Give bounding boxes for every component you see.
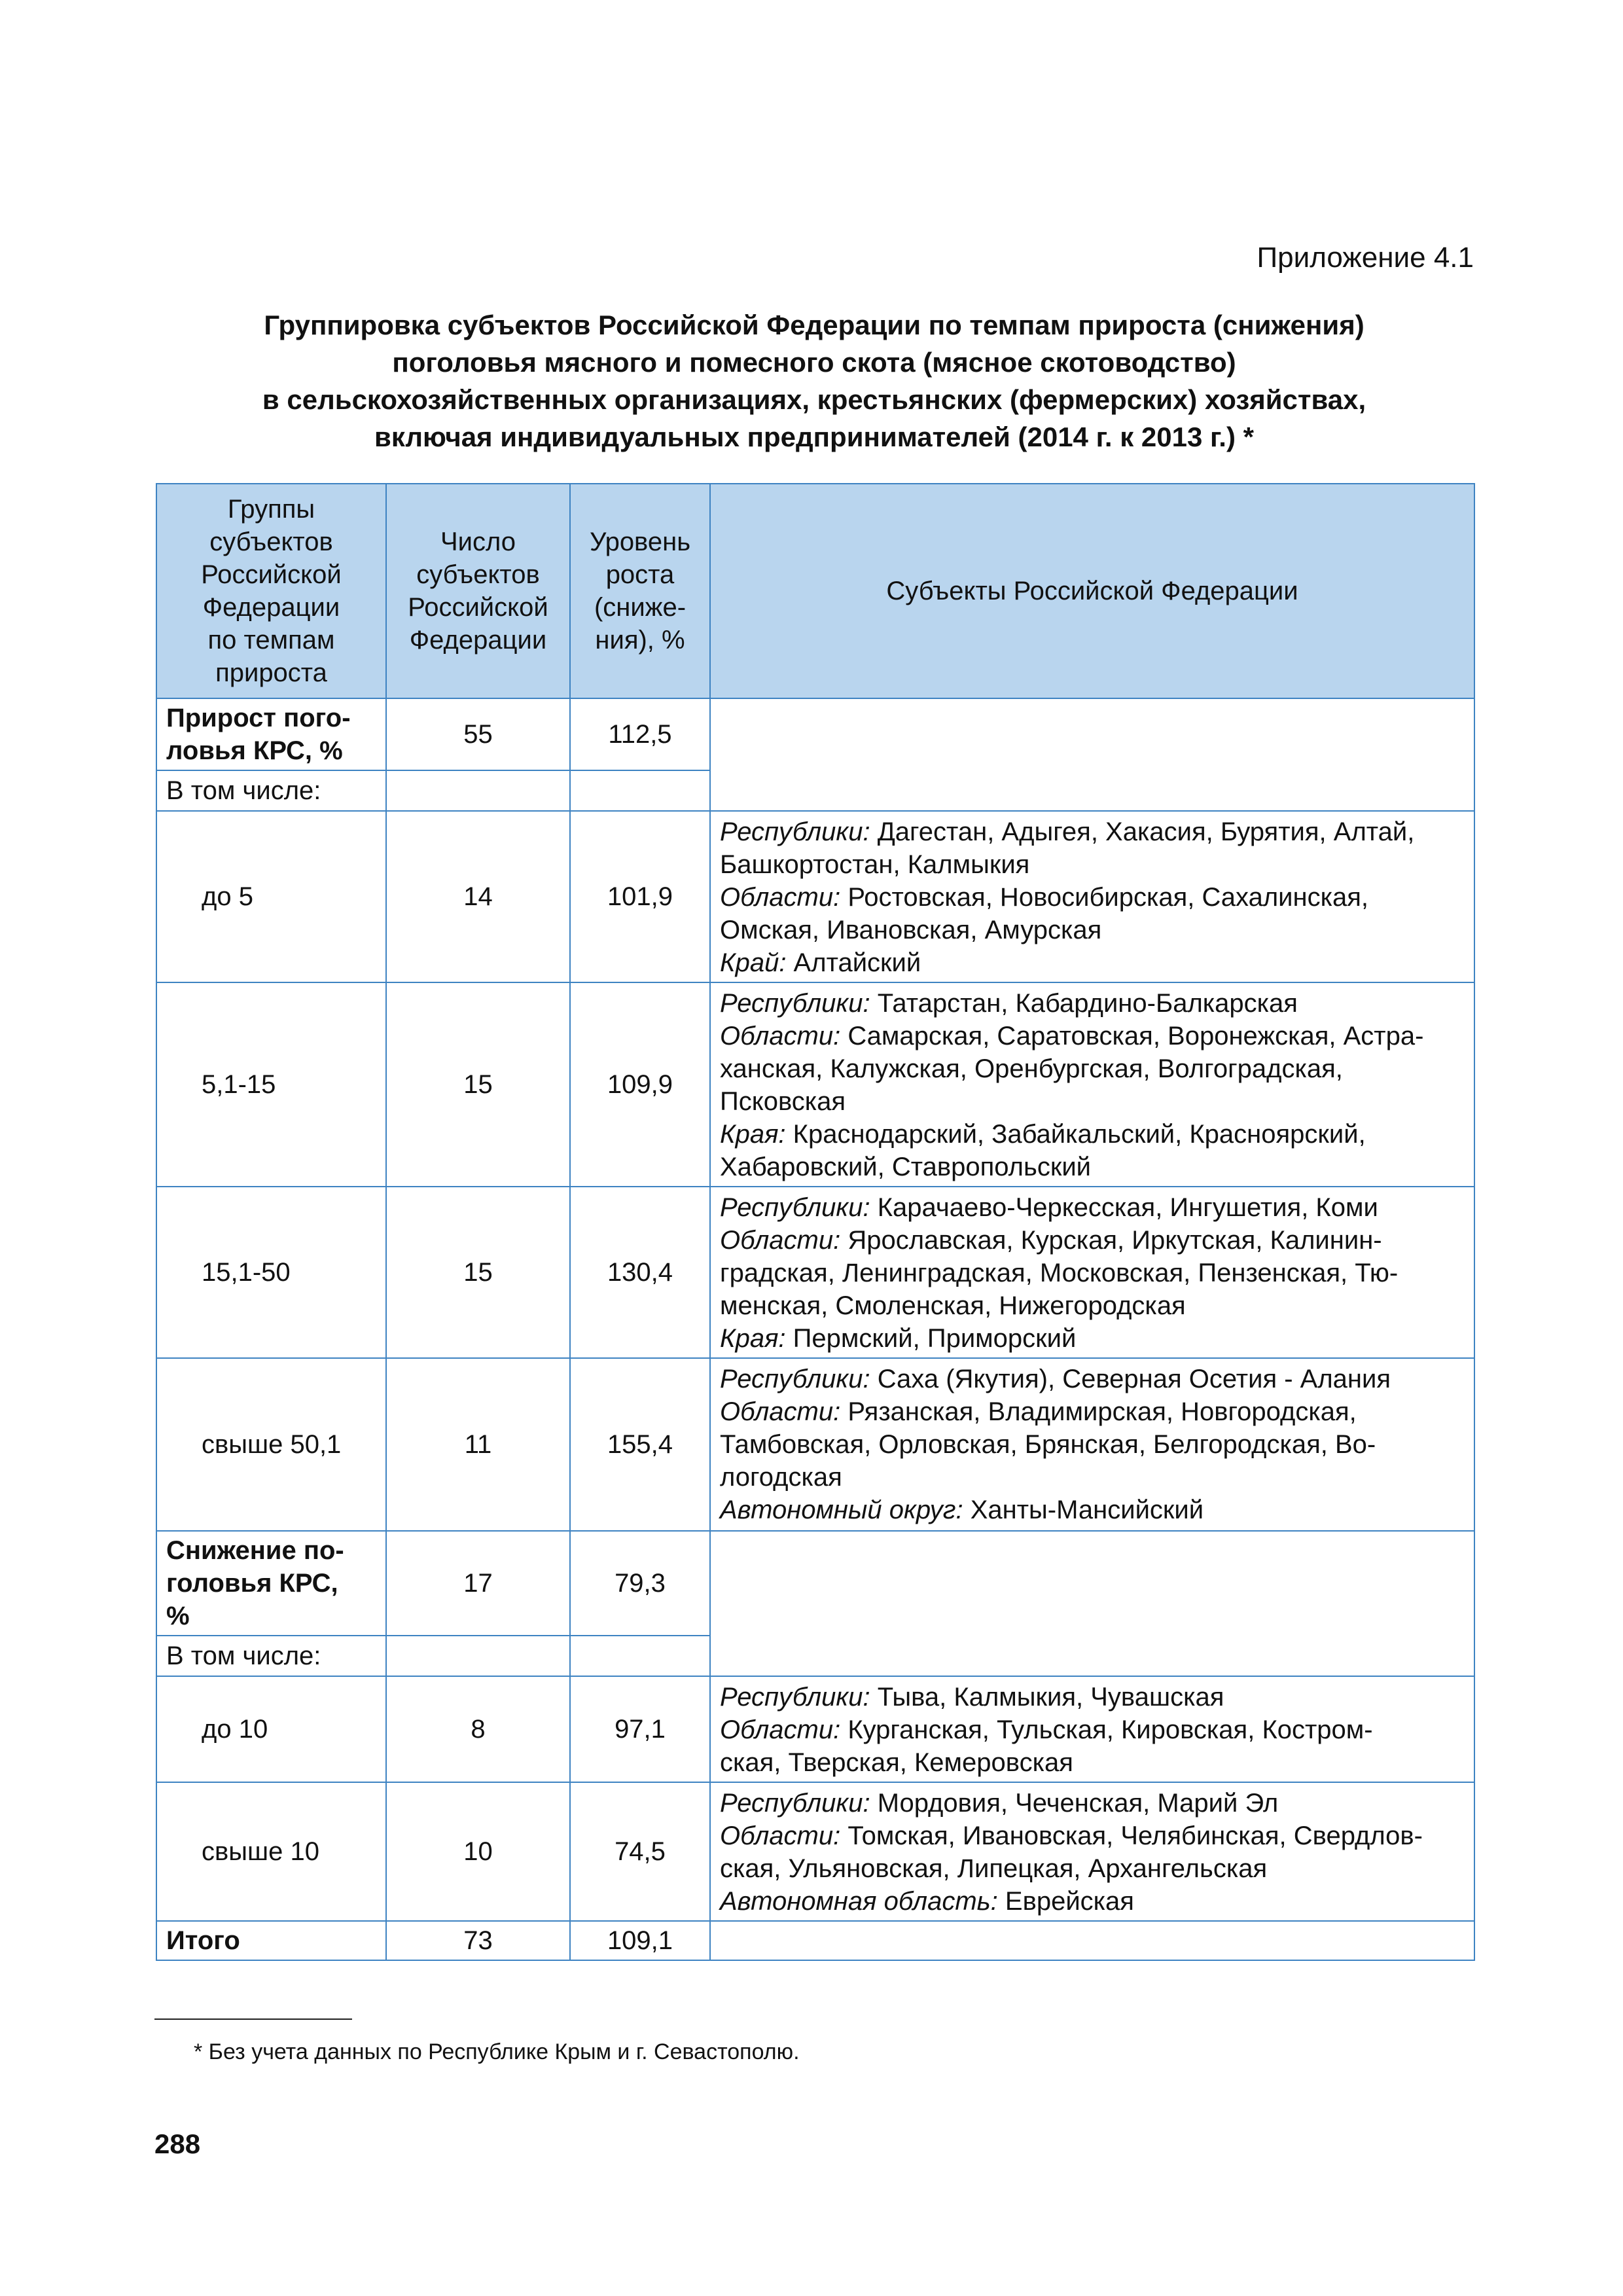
- row-level: 74,5: [570, 1782, 710, 1921]
- row-level: 109,9: [570, 982, 710, 1187]
- row-level: 97,1: [570, 1676, 710, 1782]
- row-count: 73: [386, 1921, 570, 1960]
- row-subjects: Республики: Мордовия, Чеченская, Марий Эл Области: Томская, Ивановская, Челябинская, Свердлов- ская, Ульяновская, Липецкая, Архангельская Автономная область: Еврейская: [710, 1782, 1474, 1921]
- title-line: включая индивидуальных предпринимателей (2014 г. к 2013 г.) *: [374, 422, 1254, 452]
- row-subjects-empty: [710, 1531, 1474, 1676]
- row-level: 130,4: [570, 1187, 710, 1358]
- row-group-label: 15,1-50: [156, 1187, 386, 1358]
- row-group-label: 5,1-15: [156, 982, 386, 1187]
- row-group-label: Снижение по- головья КРС, %: [156, 1531, 386, 1636]
- row-count: 14: [386, 811, 570, 982]
- row-level: [570, 1636, 710, 1676]
- title-line: Группировка субъектов Российской Федерации по темпам прироста (снижения): [264, 310, 1364, 340]
- row-level: 101,9: [570, 811, 710, 982]
- header-groups: Группы субъектов Российской Федерации по темпам прироста: [156, 484, 386, 698]
- row-subjects-empty: [710, 698, 1474, 811]
- row-group-label: свыше 10: [156, 1782, 386, 1921]
- table-row-total: [156, 1921, 1474, 1960]
- row-subjects: Республики: Тыва, Калмыкия, Чувашская Области: Курганская, Тульская, Кировская, Костром- ская, Тверская, Кемеровская: [710, 1676, 1474, 1782]
- table-row: [156, 698, 1474, 770]
- row-count: 11: [386, 1358, 570, 1531]
- row-subjects: Республики: Татарстан, Кабардино-Балкарская Области: Самарская, Саратовская, Воронежская, Астра- ханская, Калужская, Оренбургская, Волгоградская, Псковская Края: Краснодарский, Забайкальский, Красноярский, Хабаровский, Ставропольский: [710, 982, 1474, 1187]
- table-header-row: [156, 484, 1474, 698]
- title-line: поголовья мясного и помесного скота (мясное скотоводство): [392, 347, 1236, 378]
- row-group-label: В том числе:: [156, 770, 386, 811]
- row-count: 10: [386, 1782, 570, 1921]
- row-subjects: Республики: Саха (Якутия), Северная Осетия - Алания Области: Рязанская, Владимирская, Новгородская, Тамбовская, Орловская, Брянская, Белгородская, Во- логодская Автономный округ: Ханты-Мансийский: [710, 1358, 1474, 1531]
- page-number: 288: [154, 2128, 201, 2159]
- title-line: в сельскохозяйственных организациях, крестьянских (фермерских) хозяйствах,: [262, 384, 1366, 415]
- header-count: Число субъектов Российской Федерации: [386, 484, 570, 698]
- table-row: [156, 1358, 1474, 1531]
- row-count: 8: [386, 1676, 570, 1782]
- header-subjects: Субъекты Российской Федерации: [710, 484, 1474, 698]
- table-row: [156, 811, 1474, 982]
- row-group-label: Прирост пого- ловья КРС, %: [156, 698, 386, 770]
- row-level: 109,1: [570, 1921, 710, 1960]
- header-level: Уровень роста (сниже- ния), %: [570, 484, 710, 698]
- row-count: [386, 1636, 570, 1676]
- table-row: [156, 1676, 1474, 1782]
- row-level: 155,4: [570, 1358, 710, 1531]
- table-row: [156, 982, 1474, 1187]
- row-count: [386, 770, 570, 811]
- row-group-label: до 10: [156, 1676, 386, 1782]
- row-group-label: свыше 50,1: [156, 1358, 386, 1531]
- table-row: [156, 1782, 1474, 1921]
- row-count: 15: [386, 1187, 570, 1358]
- table-row: [156, 1531, 1474, 1636]
- grouping-table: [156, 483, 1475, 1961]
- row-count: 55: [386, 698, 570, 770]
- row-count: 17: [386, 1531, 570, 1636]
- row-subjects: Республики: Карачаево-Черкесская, Ингушетия, Коми Области: Ярославская, Курская, Иркутская, Калинин- градская, Ленинградская, Московская, Пензенская, Тю- менская, Смоленская, Нижегородская Края: Пермский, Приморский: [710, 1187, 1474, 1358]
- document-title: [154, 306, 1474, 456]
- row-count: 15: [386, 982, 570, 1187]
- row-group-label: Итого: [156, 1921, 386, 1960]
- footnote: * Без учета данных по Республике Крым и г. Севастополю.: [194, 2039, 800, 2064]
- row-subjects: Республики: Дагестан, Адыгея, Хакасия, Бурятия, Алтай, Башкортостан, Калмыкия Области: Ростовская, Новосибирская, Сахалинская, Омская, Ивановская, Амурская Край: Алтайский: [710, 811, 1474, 982]
- row-group-label: до 5: [156, 811, 386, 982]
- appendix-label: Приложение 4.1: [1257, 242, 1474, 274]
- row-level: 79,3: [570, 1531, 710, 1636]
- footnote-divider: [154, 2018, 352, 2020]
- row-level: [570, 770, 710, 811]
- row-group-label: В том числе:: [156, 1636, 386, 1676]
- row-subjects-empty: [710, 1921, 1474, 1960]
- row-level: 112,5: [570, 698, 710, 770]
- table-row: [156, 1187, 1474, 1358]
